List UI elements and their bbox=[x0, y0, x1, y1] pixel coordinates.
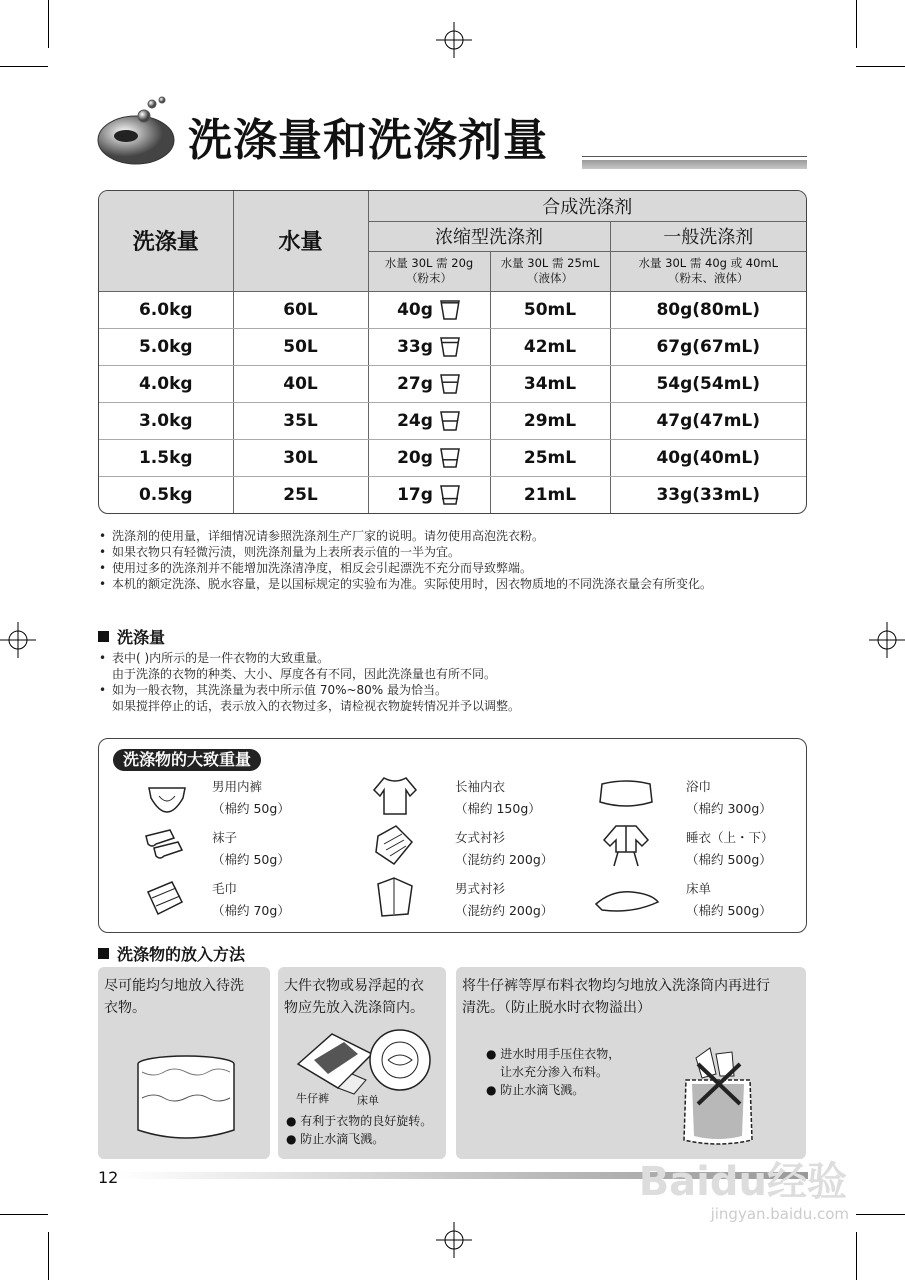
cell-value: 1.5kg bbox=[138, 447, 193, 468]
bullet-item: ● 进水时用手压住衣物， bbox=[486, 1047, 621, 1061]
panel2-line2: 物应先放入洗涤筒内。 bbox=[284, 1000, 424, 1016]
section-heading-text: 洗涤物的放入方法 bbox=[117, 945, 246, 964]
table-row bbox=[99, 439, 806, 476]
header-general: 一般洗涤剂 bbox=[610, 221, 806, 251]
title-rule bbox=[582, 156, 807, 157]
washload-notes bbox=[98, 650, 520, 714]
note-item: • 使用过多的洗涤剂并不能增加洗涤清净度，相反会引起漂洗不充分而导致弊端。 bbox=[98, 560, 712, 576]
table-row bbox=[99, 328, 806, 365]
panel3-line1: 将牛仔裤等厚布料衣物均匀地放入洗涤筒内再进行 bbox=[462, 978, 770, 994]
table-row bbox=[99, 291, 806, 328]
header-general-sub bbox=[610, 251, 806, 291]
table-cell-load bbox=[99, 402, 233, 439]
crop-mark bbox=[856, 1232, 857, 1280]
header-powder bbox=[368, 251, 490, 291]
header-concentrated: 浓缩型洗涤剂 bbox=[368, 221, 610, 251]
header-general-line1: 水量 30L 需 40g 或 40mL bbox=[638, 256, 778, 270]
table-cell-liquid bbox=[490, 291, 610, 328]
label-sheet: 床单 bbox=[357, 1094, 379, 1107]
cell-value: 60L bbox=[283, 299, 318, 320]
weight-item-name: 浴巾 bbox=[686, 779, 712, 794]
cell-value: 54g(54mL) bbox=[656, 373, 761, 394]
table-cell-general bbox=[610, 365, 806, 402]
notes-list bbox=[98, 528, 712, 592]
table-row bbox=[99, 402, 806, 439]
header-water: 水量 bbox=[233, 191, 368, 291]
watermark-logo: Baidu经验 bbox=[638, 1159, 847, 1205]
registration-mark-icon bbox=[0, 622, 36, 658]
bullet-text: 有利于衣物的良好旋转。 bbox=[300, 1114, 433, 1128]
drum-with-clothes-icon bbox=[134, 1052, 238, 1144]
measuring-cup-icon bbox=[439, 484, 461, 506]
table-cell-water bbox=[233, 476, 368, 513]
panel1-text bbox=[104, 975, 244, 1019]
table-cell-liquid bbox=[490, 328, 610, 365]
pajamas-icon bbox=[600, 822, 652, 868]
cell-value: 40g bbox=[397, 299, 433, 320]
table-cell-general bbox=[610, 402, 806, 439]
cell-value: 34mL bbox=[523, 373, 577, 394]
measuring-cup-icon bbox=[439, 410, 461, 432]
header-powder-line2: （粉末） bbox=[406, 271, 452, 285]
table-cell-powder bbox=[368, 291, 490, 328]
weight-item-weight: （棉约 50g） bbox=[212, 801, 290, 816]
panel3-text bbox=[462, 975, 770, 1019]
cell-value: 29mL bbox=[523, 410, 577, 431]
table-cell-liquid bbox=[490, 365, 610, 402]
hand-towel-icon bbox=[142, 878, 188, 920]
bullet-text: 防止水滴飞溅。 bbox=[500, 1083, 585, 1097]
square-bullet-icon bbox=[98, 631, 109, 642]
watermark-url: jingyan.baidu.com bbox=[710, 1205, 849, 1223]
cell-value: 30L bbox=[283, 447, 318, 468]
weight-item bbox=[686, 827, 774, 871]
weight-item-name: 女式衬衫 bbox=[455, 830, 506, 845]
weight-item-name: 袜子 bbox=[212, 830, 238, 845]
socks-icon bbox=[140, 826, 190, 862]
table-cell-general bbox=[610, 291, 806, 328]
bullet-item: ● 防止水滴飞溅。 bbox=[486, 1083, 585, 1097]
bed-sheet-icon bbox=[592, 886, 662, 916]
table-cell-powder bbox=[368, 476, 490, 513]
weight-item bbox=[455, 776, 541, 820]
cell-value: 80g(80mL) bbox=[656, 299, 761, 320]
cell-value: 3.0kg bbox=[138, 410, 193, 431]
square-bullet-icon bbox=[98, 948, 109, 959]
bath-towel-icon bbox=[596, 776, 656, 812]
table-cell-load bbox=[99, 328, 233, 365]
header-powder-line1: 水量 30L 需 20g bbox=[384, 256, 474, 270]
weight-item bbox=[455, 827, 553, 871]
table-cell-load bbox=[99, 476, 233, 513]
weight-item bbox=[686, 776, 772, 820]
weight-item-name: 毛巾 bbox=[212, 881, 238, 896]
weight-item-name: 长袖内衣 bbox=[455, 779, 506, 794]
cell-value: 50mL bbox=[523, 299, 577, 320]
table-cell-water bbox=[233, 291, 368, 328]
note-item: • 洗涤剂的使用量，详细情况请参照洗涤剂生产厂家的说明。请勿使用高泡洗衣粉。 bbox=[98, 528, 712, 544]
cell-value: 33g bbox=[397, 336, 433, 357]
cell-value: 27g bbox=[397, 373, 433, 394]
bullet-item: ● 防止水滴飞溅。 bbox=[286, 1132, 385, 1146]
note-item: • 本机的额定洗涤、脱水容量，是以国标规定的实验布为准。实际使用时，因衣物质地的不同洗涤衣量会有所变化。 bbox=[98, 576, 712, 592]
panel1-line1: 尽可能均匀地放入待洗 bbox=[104, 978, 244, 994]
cell-value: 4.0kg bbox=[138, 373, 193, 394]
weight-item-weight: （棉约 300g） bbox=[686, 801, 772, 816]
bullet-continuation: 让水充分渗入布料。 bbox=[500, 1065, 609, 1079]
cell-value: 40L bbox=[283, 373, 318, 394]
cell-value: 5.0kg bbox=[138, 336, 193, 357]
crop-mark bbox=[856, 1214, 905, 1215]
cell-value: 35L bbox=[283, 410, 318, 431]
cell-value: 6.0kg bbox=[138, 299, 193, 320]
weight-item bbox=[686, 878, 772, 922]
weight-item-weight: （棉约 500g） bbox=[686, 903, 772, 918]
weight-item-weight: （棉约 70g） bbox=[212, 903, 290, 918]
header-general-line2: （粉末、液体） bbox=[668, 271, 749, 285]
page-title: 洗涤量和洗涤剂量 bbox=[188, 115, 548, 166]
cell-value: 21mL bbox=[523, 484, 577, 505]
crop-mark bbox=[856, 66, 905, 67]
table-cell-water bbox=[233, 439, 368, 476]
detergent-table bbox=[98, 190, 807, 514]
weight-item bbox=[455, 878, 553, 922]
registration-mark-icon bbox=[436, 22, 472, 58]
table-cell-general bbox=[610, 439, 806, 476]
header-liquid-line1: 水量 30L 需 25mL bbox=[500, 256, 600, 270]
header-liquid bbox=[490, 251, 610, 291]
label-jeans: 牛仔裤 bbox=[296, 1092, 329, 1105]
table-cell-powder bbox=[368, 365, 490, 402]
measuring-cup-icon bbox=[439, 373, 461, 395]
table-cell-water bbox=[233, 402, 368, 439]
panel2-text bbox=[284, 975, 424, 1019]
panel2-line1: 大件衣物或易浮起的衣 bbox=[284, 978, 424, 994]
weight-item-name: 男式衬衫 bbox=[455, 881, 506, 896]
note-item: • 表中( )内所示的是一件衣物的大致重量。 bbox=[98, 650, 520, 666]
table-cell-load bbox=[99, 365, 233, 402]
panel2-bullets bbox=[286, 1112, 432, 1148]
header-detergent: 合成洗涤剂 bbox=[368, 191, 806, 221]
cell-value: 20g bbox=[397, 447, 433, 468]
cell-value: 25L bbox=[283, 484, 318, 505]
table-cell-load bbox=[99, 439, 233, 476]
section-heading-text: 洗涤量 bbox=[117, 628, 166, 647]
weight-item-weight: （棉约 500g） bbox=[686, 852, 772, 867]
table-cell-general bbox=[610, 328, 806, 365]
cell-value: 17g bbox=[397, 484, 433, 505]
weight-item-weight: （混纺约 200g） bbox=[455, 852, 554, 867]
blouse-icon bbox=[372, 822, 418, 868]
crop-mark bbox=[0, 66, 48, 67]
header-washload: 洗涤量 bbox=[99, 191, 233, 291]
note-continuation: 如果搅拌停止的话，表示放入的衣物过多，请检视衣物旋转情况并予以调整。 bbox=[112, 699, 521, 713]
weight-item-weight: （棉约 150g） bbox=[455, 801, 541, 816]
weight-item-name: 睡衣（上・下） bbox=[686, 830, 774, 845]
measuring-cup-icon bbox=[439, 299, 461, 321]
note-item: • 如为一般衣物，其洗涤量为表中所示值 70%~80% 最为恰当。 bbox=[98, 682, 520, 698]
weight-item-name: 男用内裤 bbox=[212, 779, 263, 794]
weight-item bbox=[212, 827, 290, 871]
crop-mark bbox=[856, 0, 857, 48]
section-heading-washload bbox=[98, 625, 165, 648]
bullet-item: ● 有利于衣物的良好旋转。 bbox=[286, 1114, 433, 1128]
briefs-icon bbox=[145, 782, 189, 816]
table-row bbox=[99, 476, 806, 513]
section-heading-loading bbox=[98, 942, 245, 965]
crop-mark bbox=[48, 0, 49, 48]
cell-value: 33g(33mL) bbox=[656, 484, 761, 505]
bullet-text: 防止水滴飞溅。 bbox=[300, 1132, 385, 1146]
weight-item-weight: （混纺约 200g） bbox=[455, 903, 554, 918]
measuring-cup-icon bbox=[439, 447, 461, 469]
dress-shirt-icon bbox=[372, 874, 418, 920]
table-cell-liquid bbox=[490, 402, 610, 439]
weight-item bbox=[212, 776, 290, 820]
table-cell-liquid bbox=[490, 439, 610, 476]
long-sleeve-shirt-icon bbox=[370, 774, 420, 818]
table-cell-general bbox=[610, 476, 806, 513]
table-cell-liquid bbox=[490, 476, 610, 513]
cell-value: 67g(67mL) bbox=[656, 336, 761, 357]
note-continuation: 由于洗涤的衣物的种类、大小、厚度各有不同，因此洗涤量也有所不同。 bbox=[112, 667, 497, 681]
cell-value: 24g bbox=[397, 410, 433, 431]
table-cell-powder bbox=[368, 402, 490, 439]
weight-item-name: 床单 bbox=[686, 881, 712, 896]
table-cell-powder bbox=[368, 328, 490, 365]
weights-title: 洗涤物的大致重量 bbox=[113, 749, 261, 771]
table-cell-water bbox=[233, 365, 368, 402]
cell-value: 0.5kg bbox=[138, 484, 193, 505]
bullet-text: 进水时用手压住衣物， bbox=[500, 1047, 621, 1061]
page-number: 12 bbox=[98, 1168, 119, 1187]
cell-value: 25mL bbox=[523, 447, 577, 468]
panel1-line2: 衣物。 bbox=[104, 1000, 146, 1016]
header-liquid-line2: （液体） bbox=[527, 271, 573, 285]
title-bar bbox=[582, 160, 807, 169]
registration-mark-icon bbox=[869, 622, 905, 658]
table-row bbox=[99, 365, 806, 402]
panel3-bullets bbox=[486, 1045, 620, 1099]
note-item: • 如果衣物只有轻微污渍，则洗涤剂量为上表所表示值的一半为宜。 bbox=[98, 544, 712, 560]
measuring-cup-icon bbox=[439, 336, 461, 358]
table-cell-load bbox=[99, 291, 233, 328]
crop-mark bbox=[0, 1214, 48, 1215]
press-clothes-drum-icon bbox=[676, 1044, 760, 1148]
cell-value: 47g(47mL) bbox=[656, 410, 761, 431]
table-cell-powder bbox=[368, 439, 490, 476]
bubble-decoration-icon bbox=[96, 96, 186, 168]
cell-value: 42mL bbox=[523, 336, 577, 357]
crop-mark bbox=[48, 1232, 49, 1280]
panel3-line2: 清洗。（防止脱水时衣物溢出） bbox=[462, 1000, 651, 1016]
table-cell-water bbox=[233, 328, 368, 365]
cell-value: 40g(40mL) bbox=[656, 447, 761, 468]
cell-value: 50L bbox=[283, 336, 318, 357]
weight-item-weight: （棉约 50g） bbox=[212, 852, 290, 867]
weight-item bbox=[212, 878, 290, 922]
registration-mark-icon bbox=[436, 1222, 472, 1258]
